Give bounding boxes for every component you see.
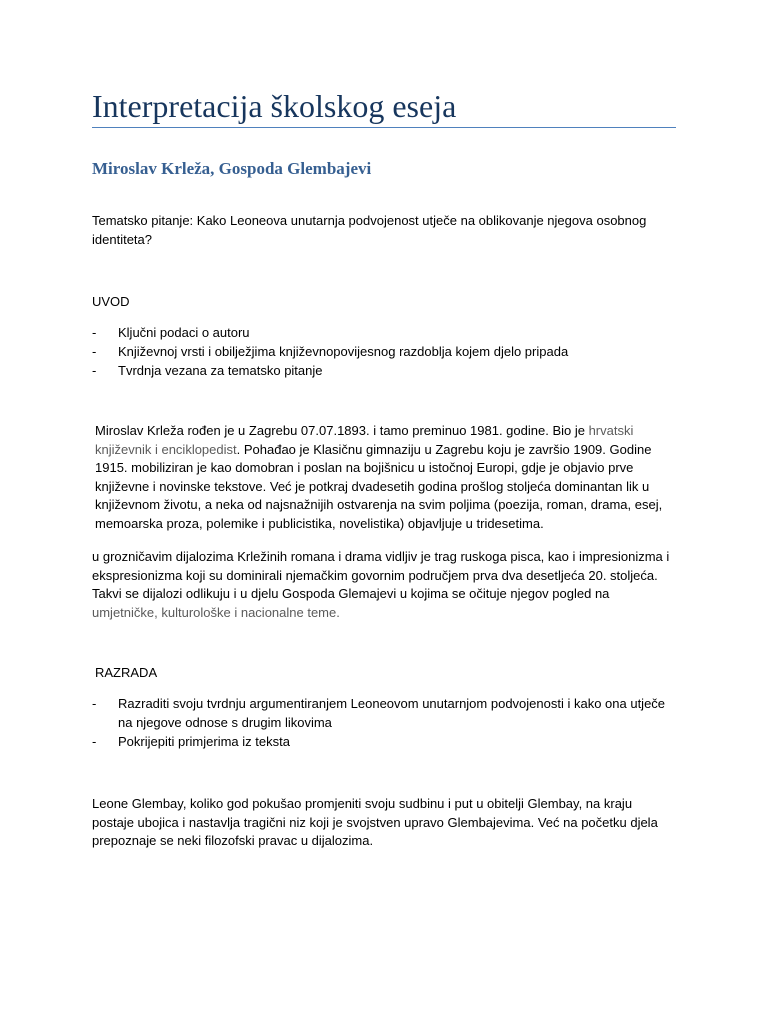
- text-line: identiteta?: [92, 231, 152, 247]
- bullet-item: [92, 323, 682, 342]
- development-heading: RAZRADA: [95, 665, 158, 680]
- text-line: [95, 496, 685, 515]
- text-segment: hrvatski: [588, 423, 634, 438]
- text-segment: 1915. mobiliziran je kao domobran i poslan na bojišnicu u istočnoj Europi, gdje je objavio prve: [95, 460, 634, 476]
- text-segment: književnom životu, a neka od najsnažnijih ostvarenja na svim poljima (poezija, roman, drama, esej,: [95, 497, 663, 513]
- thematic-question: [92, 212, 682, 249]
- development-bullet-list: [92, 694, 682, 751]
- intro-paragraph-1: [95, 422, 685, 534]
- text-segment: umjetničke, kulturološke i nacionalne teme.: [92, 604, 340, 620]
- text-line: [95, 478, 685, 497]
- document-title: Interpretacija školskog eseja: [92, 88, 457, 124]
- text-line: [92, 567, 682, 586]
- intro-paragraph-2: [92, 548, 682, 622]
- bullet-text-line: na njegove odnose s drugim likovima: [118, 715, 332, 730]
- bullet-text-line: Razraditi svoju tvrdnju argumentiranjem Leoneovom unutarnjom podvojenosti i kako ona utječe: [118, 696, 666, 711]
- bullet-dash: -: [92, 363, 97, 378]
- text-line: Leone Glembay, koliko god pokušao promjeniti svoju sudbinu i put u obitelji Glembay, na kraju: [92, 796, 633, 811]
- document-subtitle: Miroslav Krleža, Gospoda Glembajevi: [92, 159, 372, 178]
- text-segment: ekspresionizma koji su dominirali njemačkim govornim područjem prva dva desetljeća 20. stoljeća.: [92, 567, 658, 583]
- text-segment: Miroslav Krleža rođen je u Zagrebu 07.07.1893. i tamo preminuo 1981. godine. Bio je: [95, 423, 589, 438]
- text-line: postaje ubojica i nastavlja tragični niz koji je svojstven upravo Glembajevima. Već na početku djela: [92, 814, 658, 830]
- bullet-text-line: Pokrijepiti primjerima iz teksta: [118, 734, 290, 749]
- bullet-item: [92, 342, 682, 361]
- text-line: [92, 585, 682, 604]
- text-segment: književnik i enciklopedist: [95, 441, 237, 457]
- bullet-text-line: Ključni podaci o autoru: [118, 325, 250, 340]
- text-line: [95, 441, 685, 460]
- text-segment: književne i novinske tekstove. Već je potkraj dvadesetih godina prošlog stoljeća dominantan lik u: [95, 478, 650, 494]
- text-line: [95, 459, 685, 478]
- intro-heading: UVOD: [92, 294, 130, 309]
- bullet-dash: -: [92, 325, 97, 340]
- title-underline: [92, 127, 676, 128]
- bullet-text-line: Tvrdnja vezana za tematsko pitanje: [118, 363, 323, 378]
- bullet-item: [92, 694, 682, 732]
- bullet-dash: -: [92, 344, 97, 359]
- text-line: [92, 604, 682, 623]
- bullet-text-line: Književnoj vrsti i obilježjima književnopovijesnog razdoblja kojem djelo pripada: [118, 344, 569, 359]
- text-line: [95, 422, 685, 441]
- bullet-dash: -: [92, 734, 97, 749]
- text-segment: Takvi se dijalozi odlikuju i u djelu Gospoda Glemajevi u kojima se očituje njegov pogled na: [92, 586, 610, 602]
- text-line: prepoznaje se neki filozofski pravac u dijalozima.: [92, 833, 374, 849]
- text-segment: memoarska proza, polemike i publicistika, novelistika) objavljuje u tridesetima.: [95, 515, 544, 531]
- intro-bullet-list: [92, 323, 682, 380]
- bullet-item: [92, 361, 682, 380]
- text-line: [92, 548, 682, 567]
- bullet-dash: -: [92, 696, 97, 711]
- text-line: Tematsko pitanje: Kako Leoneova unutarnja podvojenost utječe na oblikovanje njegova osobnog: [92, 213, 647, 228]
- development-paragraph: [92, 795, 682, 851]
- text-segment: u grozničavim dijalozima Krležinih romana i drama vidljiv je trag ruskoga pisca, kao i impresionizma i: [92, 549, 670, 564]
- text-segment: . Pohađao je Klasičnu gimnaziju u Zagrebu koju je završio 1909. Godine: [236, 441, 652, 457]
- bullet-item: [92, 732, 682, 751]
- text-line: [95, 515, 685, 534]
